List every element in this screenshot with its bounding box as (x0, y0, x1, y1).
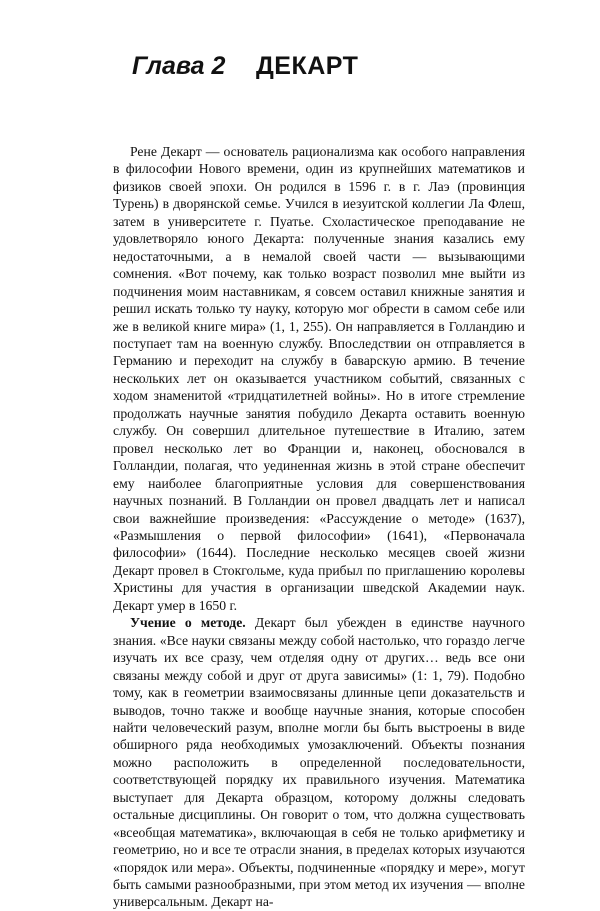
paragraph-method-text: Декарт был убежден в единстве научного знания. «Все науки связаны между собой настолько, что гораздо легче изучать их все сразу, чем отделяя одну от других… ведь все они связаны между собой и друг от друга зависимы» (1: 1, 79). Подобно тому, как в геометрии взаимосвязаны длинные цепи доказательств и выводов, точно также и вообще научные знания, которые способен найти человеческий разум, вполне могли бы быть выстроены в виде обширного ряда необходимых умозаключений. Объекты познания можно расположить в определенной последовательности, соответствующей порядку их правильного изучения. Математика выступает для Декарта образцом, которому должны следовать остальные дисциплины. Он говорит о том, что должна существовать «всеобщая математика», включающая в себя не только арифметику и геометрию, но и все те отрасли знания, в пределах которых изучаются «порядок или мера». Объекты, подчиненные «порядку и мере», могут быть самыми разнообразными, при этом метод их изучения — вполне универсальным. Декарт на- (113, 615, 525, 910)
section-lead-method: Учение о методе. (130, 615, 246, 631)
paragraph-method (113, 614, 525, 911)
body-text (113, 143, 525, 911)
paragraph-biography: Рене Декарт — основатель рационализма как особого направления в философии Нового времени, один из крупнейших математиков и физиков своей эпохи. Он родился в 1596 г. в г. Лаэ (провинция Турень) в дворянской семье. Учился в иезуитской коллегии Ла Флеш, затем в университете г. Пуатье. Схоластическое преподавание не удовлетворяло юного Декарта: полученные знания казались ему недостаточными, а в немалой своей части — вызывающими сомнения. «Вот почему, как только возраст позволил мне выйти из подчинения моим наставникам, я совсем оставил книжные занятия и решил искать только ту науку, которую мог обрести в самом себе или же в великой книге мира» (1, 1, 255). Он направляется в Голландию и поступает там на военную службу. Впоследствии он отправляется в Германию и переходит на службу в баварскую армию. В течение нескольких лет он оказывается участником событий, связанных с ходом знаменитой «тридцатилетней войны». Но в итоге стремление продолжать научные занятия побудило Декарта оставить военную службу. Он совершил длительное путешествие в Италию, затем провел несколько лет во Франции и, наконец, обосновался в Голландии, полагая, что уединенная жизнь в этой стране обеспечит ему наиболее благоприятные условия для совершенствования научных познаний. В Голландии он провел двадцать лет и написал свои важнейшие произведения: «Рассуждение о методе» (1637), «Размышления о первой философии» (1641), «Первоначала философии» (1644). Последние несколько месяцев своей жизни Декарт провел в Стокгольме, куда прибыл по приглашению королевы Христины для участия в организации шведской Академии наук. Декарт умер в 1650 г. (113, 144, 525, 613)
chapter-heading (132, 52, 359, 81)
chapter-number: Глава 2 (132, 52, 226, 80)
chapter-title: ДЕКАРТ (256, 52, 359, 80)
